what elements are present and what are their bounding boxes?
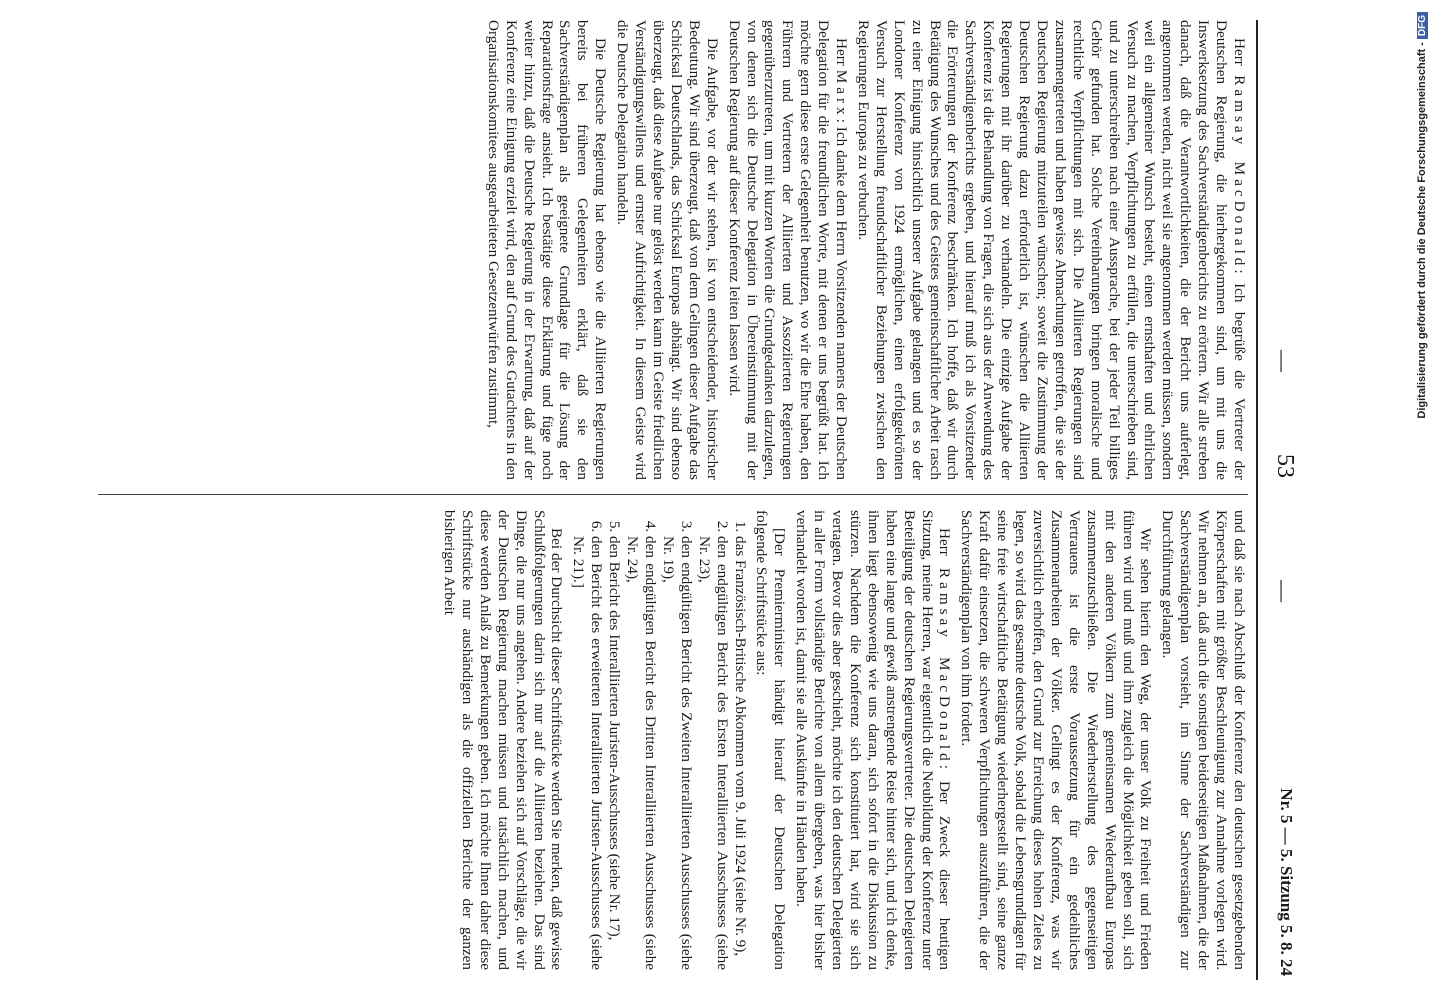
- digitization-note: [1416, 12, 1434, 992]
- paragraph-documents-intro: [Der Premierminister händigt hierauf der Deutschen Delegation folgende Schriftstücke aus:: [753, 510, 789, 970]
- funding-text: Digitalisierung gefördert durch die Deutsche Forschungsgemeinschaft -: [1416, 42, 1428, 419]
- paragraph-freedom-peace: Wir sehen hierin den Weg, der unser Volk zu Freiheit und Frieden führen wird und muß und ihm zugleich die Möglichkeit geben soll, sich mit den anderen Völkern zum gemeinsamen Wiederaufbau Europas zusammenzuschließen. Die Wiederherstellung des gegenseitigen Vertrauens ist die erste Voraussetzung für ein gedeihliches Zusammenarbeiten der Völker. Gelingt es der Konferenz, was wir zuversichtlich erhoffen, den Grund zur Erreichung dieses hohen Zieles zu legen, so wird das gesamte deutsche Volk, sobald die Lebensgrundlagen für seine freie wirtschaftliche Betätigung wiederhergestellt sind, seine ganze Kraft dafür einsetzen, die schweren Verpflichtungen auszuführen, die der Sachverständigenplan von ihm fordert.: [958, 510, 1155, 970]
- documents-list: [569, 510, 748, 970]
- speaker-prefix: Herr: [1231, 38, 1248, 66]
- page-number: 53: [1272, 454, 1298, 478]
- list-item: 4. den endgültigen Bericht des Dritten Interalliierten Ausschusses (siehe Nr. 24),: [623, 536, 659, 970]
- column-divider: [98, 494, 1248, 495]
- list-item: 3. den endgültigen Bericht des Zweiten Interalliierten Ausschusses (siehe Nr. 19),: [659, 536, 695, 970]
- paragraph-review: Bei der Durchsicht dieser Schriftstücke werden Sie merken, daß gewisse Schlußfolgerungen darin sich nur auf die Alliierten beziehen. Das sind Dinge, die nur uns angehen. Andere beziehen sich auf Vorschläge, die wir der Deutschen Regierung machen müssen und tatsächlich machen, und diese werden Anlaß zu Bemerkungen geben. Ich möchte Ihnen daher diese Schriftstücke nur aushändigen als die offiziellen Berichte der ganzen bisherigen Arbeit: [441, 510, 566, 970]
- right-column: [98, 510, 1248, 970]
- digitization-note-text: [1416, 12, 1434, 992]
- dfg-logo: DFG: [1417, 12, 1428, 39]
- paragraph-marx-reply: [725, 20, 850, 480]
- speaker-name: Ramsay MacDonald: [936, 567, 954, 765]
- list-item: 6. den Bericht des erweiterten Interalliierten Juristen-Ausschusses (siehe Nr. 21).]: [569, 536, 605, 970]
- rotated-document-page: [84, 20, 1314, 980]
- paragraph-macdonald-welcome: [854, 20, 1248, 480]
- header-dash-left: —: [1271, 350, 1296, 372]
- speaker-name: Ramsay MacDonald: [1231, 75, 1248, 270]
- page-header: [1256, 20, 1314, 980]
- paragraph-text: : Der Zweck dieser heutigen Sitzung, meine Herren, war eigentlich die Neubildung der Konferenz unter Beteiligung der deutschen Regierungsvertreter. Die deutschen Delegierten haben eine lange und gewiß anstrengende Reise hinter sich, und ich denke, ihnen liegt ebensowenig wie uns daran, sich sofort in die Diskussion zu stürzen. Nachdem die Konferenz sich konstituiert hat, wird sie sich vertagen. Bevor dies aber geschieht, möchte ich den deutschen Delegierten in aller Form vollständige Berichte von allem übergeben, was hier bisher verhandelt worden ist, damit sie alle Auskünfte in Händen haben.: [793, 510, 954, 971]
- paragraph-continuation: und daß sie nach Abschluß der Konferenz den deutschen gesetzgebenden Körperschaften mit größter Beschleunigung zur Annahme vorlegen wird. Wir nehmen an, daß auch die sonstigen beiderseitigen Maßnahmen, die der Sachverständigenplan vorsieht, im Sinne der Sachverständigen zur Durchführung gelangen.: [1159, 510, 1248, 970]
- paragraph-task: Die Aufgabe, vor der wir stehen, ist von entscheidender, historischer Bedeutung. Wir sind überzeugt, daß von dem Gelingen dieser Aufgabe das Schicksal Deutschlands, das Schicksal Europas abhängt. Wir sind ebenso überzeugt, daß diese Aufgabe nur gelöst werden kann im Geiste friedlichen Verständigungswillens und ernster Aufrichtigkeit. In diesem Geiste wird die Deutsche Delegation handeln.: [614, 20, 721, 480]
- header-dash-right: —: [1271, 580, 1296, 602]
- speaker-name: Marx: [833, 69, 851, 119]
- paragraph-text: : Ich danke dem Herrn Vorsitzenden namens der Deutschen Delegation für die freundlichen Worte, mit denen er uns begrüßt hat. Ich möchte gern diese erste Gelegenheit benutzen, wo wir die Ehre haben, den Führern und Vertretern der Alliierten und Assoziierten Regierungen gegenüberzutreten, um mit kurzen Worten die Grundgedanken darzulegen, von denen sich die Deutsche Delegation in Übereinstimmung mit der Deutschen Regierung auf dieser Konferenz leiten lassen wird.: [725, 20, 851, 481]
- session-reference: Nr. 5 — 5. Sitzung 5. 8. 24: [1277, 788, 1296, 976]
- paragraph-german-government: Die Deutsche Regierung hat ebenso wie die Alliierten Regierungen bereits bei früheren Gelegenheiten erklärt, daß sie den Sachverständigenplan als geeignete Grundlage für die Lösung der Reparationsfrage ansieht. Ich bestätige diese Erklärung und füge noch weiter hinzu, daß die Deutsche Regierung in der Erwartung, daß auf der Konferenz eine Einigung erzielt wird, den auf Grund des Gutachtens in den Organisationskomitees ausgearbeiteten Gesetzentwürfen zustimmt,: [484, 20, 610, 480]
- list-item: 1. das Französisch-Britische Abkommen vom 9. Juli 1924 (siehe Nr. 9),: [731, 536, 749, 970]
- paragraph-text: : Ich begrüße die Vertreter der Deutschen Regierung, die hierhergekommen sind, um mit uns die Inswerksetzung des Sachverständigenberichts zu erörtern. Wir alle streben danach, daß die Verantwortlichkeiten, die der Bericht uns auferlegt, angenommen werden, nicht weil sie angenommen werden müssen, sondern weil ein allgemeiner Wunsch besteht, einen ernsthaften und ehrlichen Versuch zu machen, Verpflichtungen zu erfüllen, die unterschrieben sind, und zu unterschreiben nach einer Aussprache, bei der jeder Teil billiges Gehör gefunden hat. Solche Vereinbarungen bringen moralische und rechtliche Verpflichtungen mit sich. Die Alliierten Regierungen sind zusammengetreten und haben gewisse Abmachungen getroffen, die sie der Deutschen Regierung mitzuteilen wünschen; soweit die Zustimmung der Deutschen Regierung dazu erforderlich ist, wünschen die Alliierten Regierungen mit ihr darüber zu verhandeln. Die einzige Aufgabe der Konferenz ist die Behandlung von Fragen, die sich aus der Anwendung des Sachverständigenberichts ergeben, und hierauf muß ich als Vorsitzender die Erörterungen der Konferenz beschränken. Ich hoffe, daß wir durch Betätigung des Wunsches und des Geistes gemeinschaftlicher Arbeit rasch zu einer Einigung hinsichtlich unserer Aufgabe gelangen und es so der Londoner Konferenz von 1924 ermöglichen, einen erfolggekrönten Versuch zur Herstellung freundschaftlicher Beziehungen zwischen den Regierungen Europas zu verbuchen.: [854, 20, 1248, 481]
- left-column: [98, 20, 1248, 480]
- list-item: 5. den Bericht des Interalliierten Juristen-Ausschusses (siehe Nr. 17),: [605, 536, 623, 970]
- paragraph-macdonald-purpose: [792, 510, 953, 970]
- speaker-prefix: Herr: [833, 38, 851, 66]
- speaker-prefix: Herr: [936, 528, 954, 556]
- list-item: 2. den endgültigen Bericht des Ersten Interalliierten Ausschusses (siehe Nr. 23),: [695, 536, 731, 970]
